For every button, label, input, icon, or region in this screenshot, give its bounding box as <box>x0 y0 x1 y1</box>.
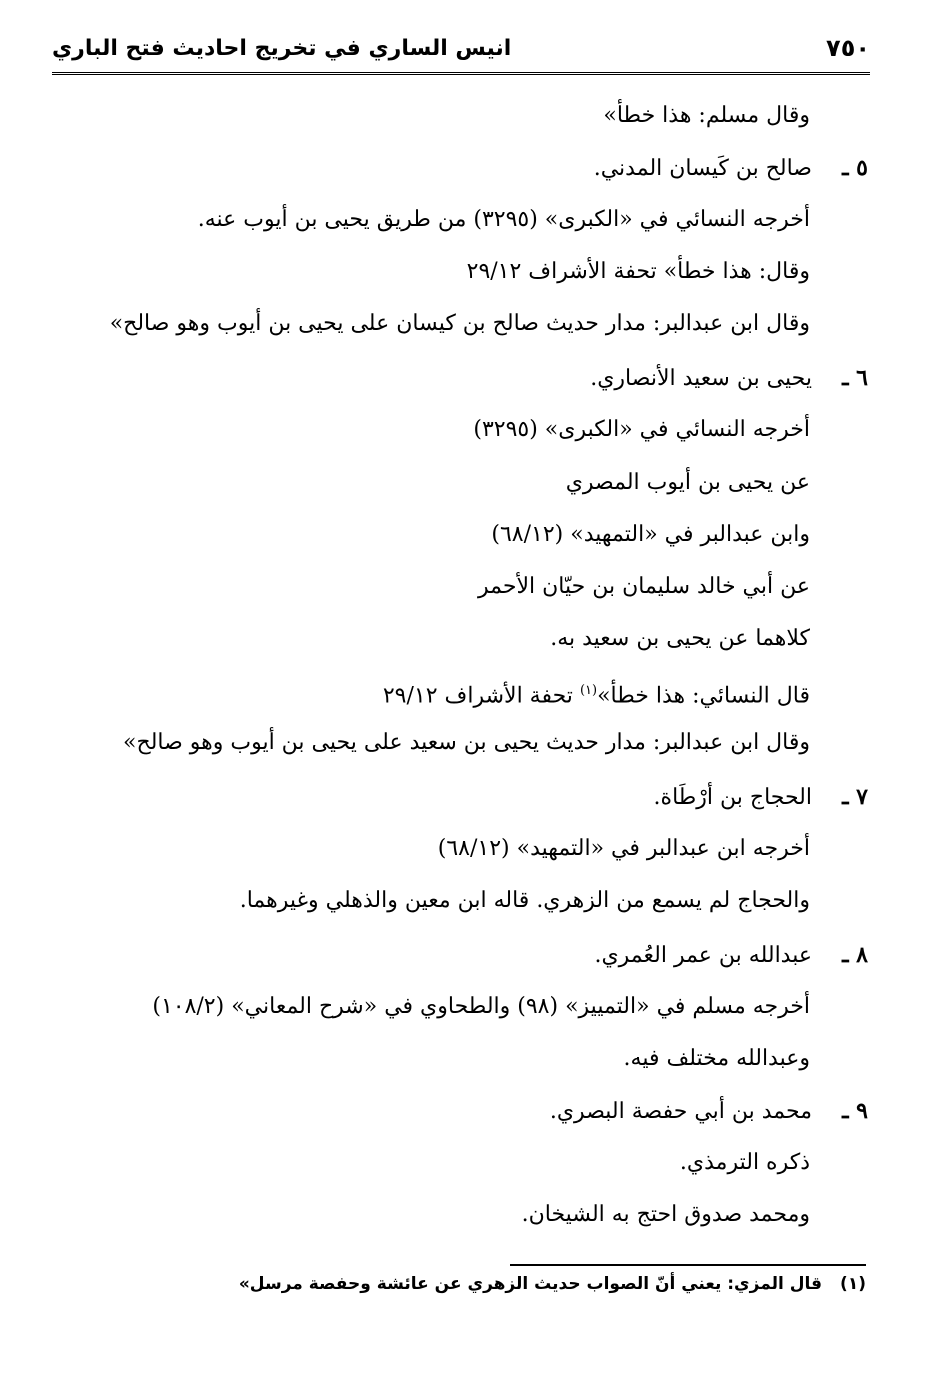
text-line: أخرجه مسلم في «التمييز» (٩٨) والطحاوي في «شرح المعاني» (١٠٨/٢) <box>152 994 810 1019</box>
text-line: عن يحيى بن أيوب المصري <box>565 470 810 495</box>
entry-number: ٥ ـ <box>842 155 868 181</box>
text-line: أخرجه النسائي في «الكبرى» (٣٢٩٥) من طريق يحيى بن أيوب عنه. <box>197 207 810 232</box>
text-line: ومحمد صدوق احتج به الشيخان. <box>521 1202 810 1227</box>
numbered-entry <box>654 782 868 812</box>
entry-number: ٩ ـ <box>842 1098 868 1124</box>
entry-heading: صالح بن كَيسان المدني. <box>593 156 812 181</box>
text-line: وقال: هذا خطأ» تحفة الأشراف ٢٩/١٢ <box>466 259 810 284</box>
footnote-marker: (١) <box>840 1274 866 1294</box>
entry-heading: عبدالله بن عمر العُمري. <box>594 943 812 968</box>
footnote-reference: (١) <box>579 683 598 698</box>
numbered-entry <box>590 363 868 393</box>
text-line: وقال ابن عبدالبر: مدار حديث يحيى بن سعيد على يحيى بن أيوب وهو صالح» <box>123 730 810 755</box>
footnote <box>239 1274 866 1294</box>
text-line: عن أبي خالد سليمان بن حيّان الأحمر <box>478 574 810 599</box>
text-line: والحجاج لم يسمع من الزهري. قاله ابن معين والذهلي وغيرهما. <box>239 888 810 913</box>
entry-number: ٧ ـ <box>842 784 868 810</box>
text-line: أخرجه النسائي في «الكبرى» (٣٢٩٥) <box>473 417 810 442</box>
numbered-entry <box>550 1096 868 1126</box>
text-line: وابن عبدالبر في «التمهيد» (٦٨/١٢) <box>491 522 810 547</box>
text-line: كلاهما عن يحيى بن سعيد به. <box>550 626 810 651</box>
line-text: تحفة الأشراف ٢٩/١٢ <box>382 683 580 709</box>
text-line: وقال مسلم: هذا خطأ» <box>603 103 810 128</box>
text-line: أخرجه ابن عبدالبر في «التمهيد» (٦٨/١٢) <box>437 836 810 861</box>
line-text: قال النسائي: هذا خطأ» <box>597 683 810 709</box>
page-number: ٧٥٠ <box>826 34 870 62</box>
entry-heading: الحجاج بن أرْطَاة. <box>653 785 812 810</box>
text-line <box>382 676 810 709</box>
text-line: وعبدالله مختلف فيه. <box>623 1046 810 1071</box>
numbered-entry <box>594 940 868 970</box>
page-header <box>52 32 870 75</box>
running-title: انيس الساري في تخريج احاديث فتح الباري <box>52 36 512 61</box>
footnote-text: قال المزي: يعني أنّ الصواب حديث الزهري عن عائشة وحفصة مرسل» <box>238 1274 822 1294</box>
entry-number: ٦ ـ <box>842 365 868 391</box>
entry-heading: يحيى بن سعيد الأنصاري. <box>590 366 812 391</box>
text-line: ذكره الترمذي. <box>679 1150 810 1175</box>
numbered-entry <box>594 153 868 183</box>
entry-heading: محمد بن أبي حفصة البصري. <box>549 1099 812 1124</box>
footnote-separator <box>510 1264 866 1266</box>
text-line: وقال ابن عبدالبر: مدار حديث صالح بن كيسان على يحيى بن أيوب وهو صالح» <box>109 311 810 336</box>
entry-number: ٨ ـ <box>842 942 868 968</box>
